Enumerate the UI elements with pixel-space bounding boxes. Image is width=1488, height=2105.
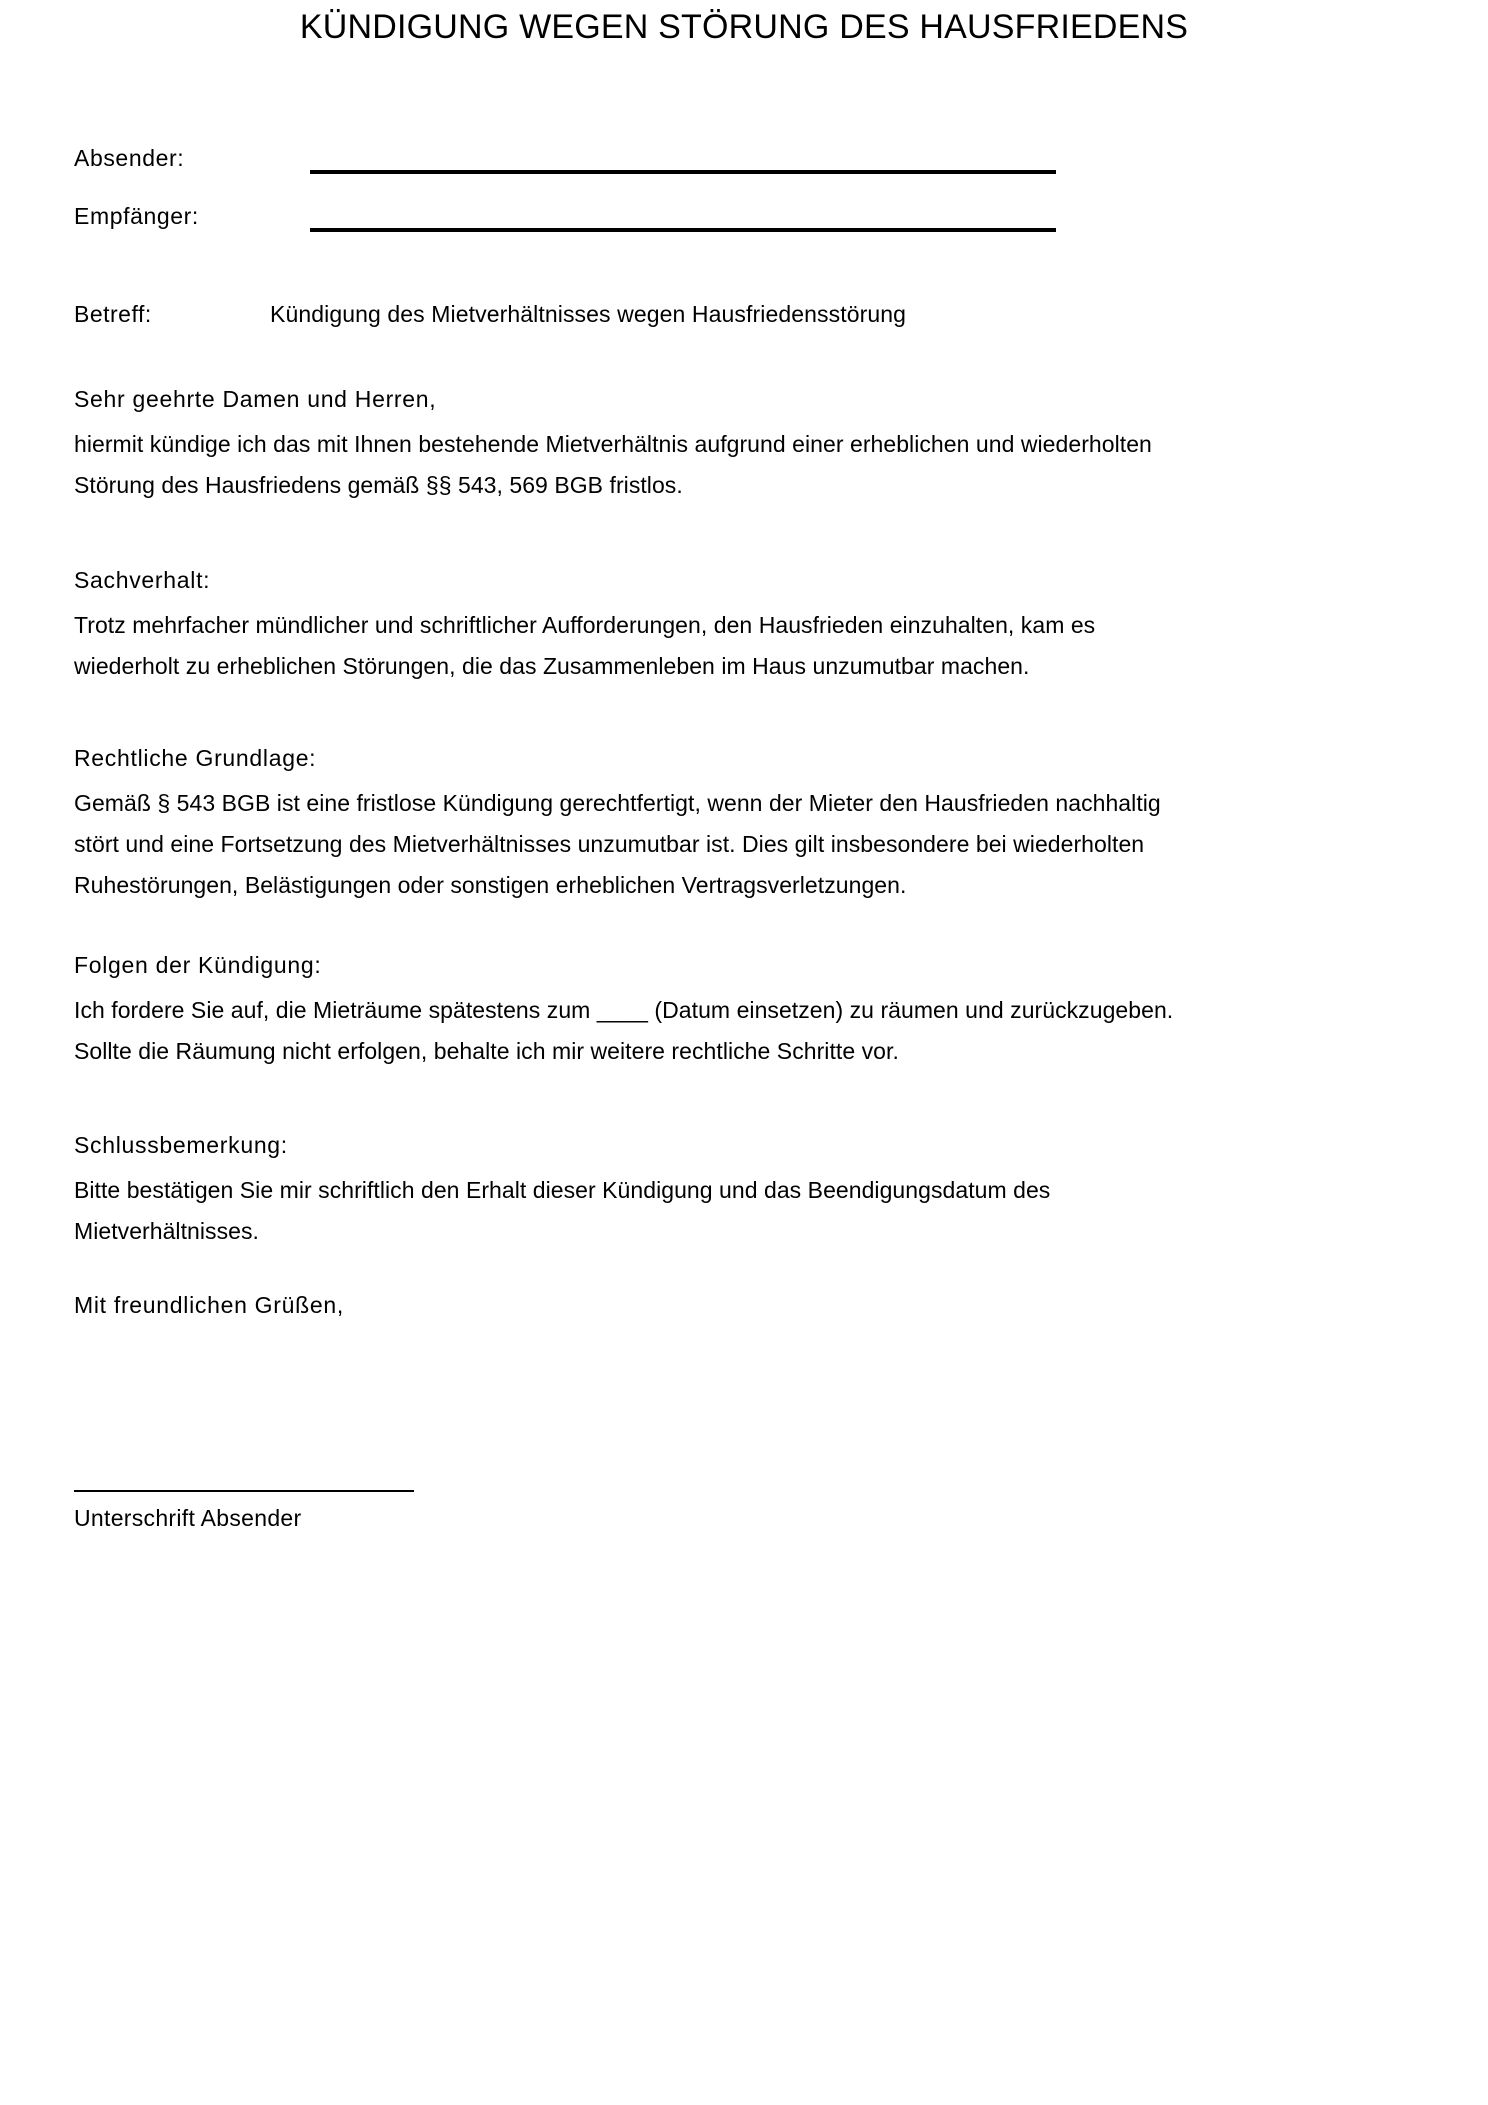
paragraph-line: Störung des Hausfriedens gemäß §§ 543, 569 BGB fristlos. <box>74 472 683 498</box>
paragraph-line: hiermit kündige ich das mit Ihnen bestehende Mietverhältnis aufgrund einer erheblichen und wiederholten <box>74 431 1152 457</box>
folgen-der-kuendigung-block <box>74 948 1404 1072</box>
folgen-line1-prefix: Ich fordere Sie auf, die Mieträume spätestens zum <box>74 997 597 1023</box>
closing-block <box>74 1288 1404 1330</box>
sachverhalt-block <box>74 563 1404 687</box>
paragraph-line: Sollte die Räumung nicht erfolgen, behalte ich mir weitere rechtliche Schritte vor. <box>74 1038 899 1064</box>
schlussbemerkung-block <box>74 1128 1404 1252</box>
absender-field-row <box>74 142 1074 182</box>
sachverhalt-heading: Sachverhalt: <box>74 567 211 593</box>
schlussbemerkung-heading: Schlussbemerkung: <box>74 1132 288 1158</box>
paragraph-line: stört und eine Fortsetzung des Mietverhältnisses unzumutbar ist. Dies gilt insbesondere bei wiederholten <box>74 831 1145 857</box>
signature-line[interactable] <box>74 1490 414 1492</box>
sachverhalt-paragraph <box>74 605 1404 687</box>
paragraph-line-with-blank <box>74 990 1404 1031</box>
subject-value: Kündigung des Mietverhältnisses wegen Hausfriedensstörung <box>270 301 907 327</box>
opening-paragraph <box>74 424 1404 506</box>
schlussbemerkung-paragraph <box>74 1170 1404 1252</box>
signature-caption: Unterschrift Absender <box>74 1505 302 1531</box>
date-blank-field[interactable]: ____ <box>596 997 648 1023</box>
empfaenger-input-line[interactable] <box>310 228 1056 232</box>
rechtliche-grundlage-paragraph <box>74 783 1404 906</box>
rechtliche-grundlage-block <box>74 741 1404 906</box>
salutation-block <box>74 382 1404 506</box>
rechtliche-grundlage-heading: Rechtliche Grundlage: <box>74 745 317 771</box>
paragraph-line: Ruhestörungen, Belästigungen oder sonstigen erheblichen Vertragsverletzungen. <box>74 872 907 898</box>
paragraph-line: Mietverhältnisses. <box>74 1218 259 1244</box>
paragraph-line: Bitte bestätigen Sie mir schriftlich den Erhalt dieser Kündigung und das Beendigungsdatum des <box>74 1177 1051 1203</box>
paragraph-line: wiederholt zu erheblichen Störungen, die das Zusammenleben im Haus unzumutbar machen. <box>74 653 1030 679</box>
absender-label: Absender: <box>74 145 185 171</box>
folgen-der-kuendigung-heading: Folgen der Kündigung: <box>74 952 322 978</box>
folgen-paragraph <box>74 990 1404 1072</box>
signature-block <box>74 1490 774 1534</box>
folgen-line1-suffix: (Datum einsetzen) zu räumen und zurückzugeben. <box>647 997 1174 1023</box>
paragraph-line: Gemäß § 543 BGB ist eine fristlose Kündigung gerechtfertigt, wenn der Mieter den Hausfrieden nachhaltig <box>74 790 1161 816</box>
page-title: KÜNDIGUNG WEGEN STÖRUNG DES HAUSFRIEDENS <box>299 8 1189 46</box>
subject-label: Betreff: <box>74 301 152 327</box>
subject-row <box>74 298 1274 332</box>
paragraph-line: Trotz mehrfacher mündlicher und schriftlicher Aufforderungen, den Hausfrieden einzuhalten, kam es <box>74 612 1096 638</box>
closing-salutation: Mit freundlichen Grüßen, <box>74 1292 344 1318</box>
empfaenger-label: Empfänger: <box>74 203 199 229</box>
salutation-greeting: Sehr geehrte Damen und Herren, <box>74 386 437 412</box>
absender-input-line[interactable] <box>310 170 1056 174</box>
empfaenger-field-row <box>74 200 1074 240</box>
